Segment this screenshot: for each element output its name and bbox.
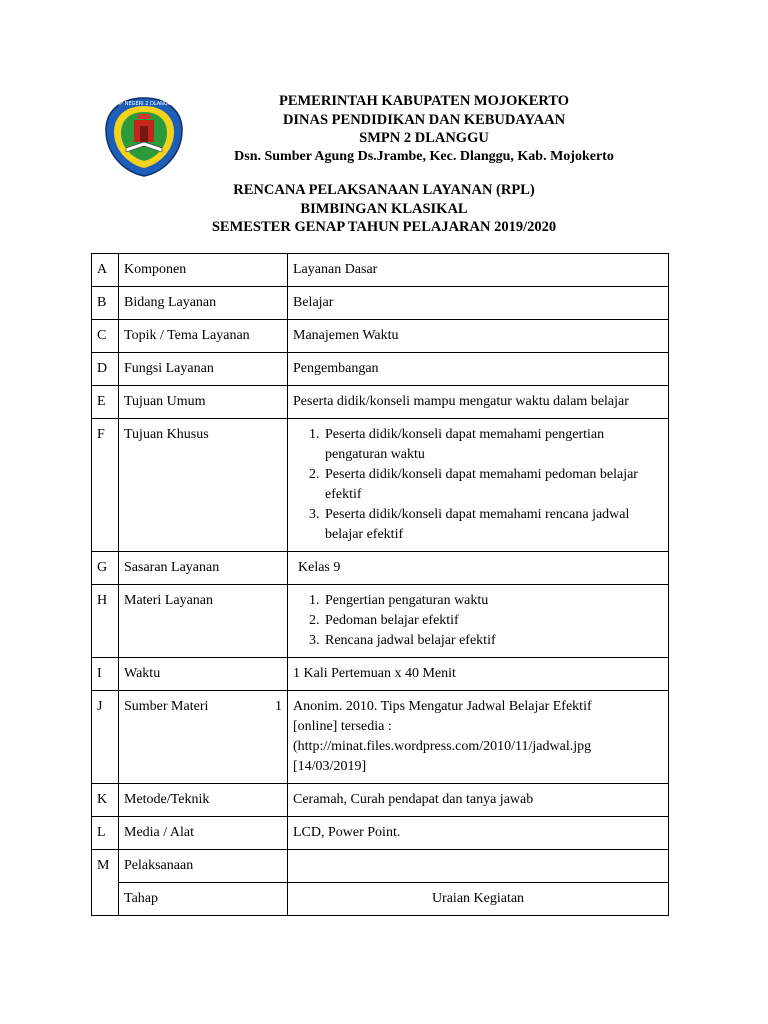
source-line: (http://minat.files.wordpress.com/2010/11/jadwal.jpg [293,739,592,754]
row-value [288,850,669,883]
row-code: I [92,658,119,691]
objectives-list [293,425,663,545]
title-line2: BIMBINGAN KLASIKAL [300,200,468,217]
row-value [288,691,669,784]
row-code: J [92,691,119,784]
row-value: LCD, Power Point. [288,817,669,850]
row-value [288,585,669,658]
table-row [92,419,669,552]
table-row [92,883,669,916]
row-label: Waktu [119,658,288,691]
row-code: A [92,254,119,287]
table-row [92,850,669,883]
table-row [92,817,669,850]
rpl-table [91,253,669,916]
list-item: 1. Pengertian pengaturan waktu [323,591,663,611]
materials-list [293,591,663,651]
list-item: 3. Peserta didik/konseli dapat memahami rencana jadwal belajar efektif [323,505,663,545]
table-row [92,784,669,817]
document-title [0,181,768,237]
row-value: Peserta didik/konseli mampu mengatur waktu dalam belajar [288,386,669,419]
table-row [92,254,669,287]
row-label: Topik / Tema Layanan [119,320,288,353]
row-code: E [92,386,119,419]
letterhead-line3: SMPN 2 DLANGGU [359,130,489,146]
row-label-suffix: 1 [275,699,282,714]
letterhead-address: Dsn. Sumber Agung Ds.Jrambe, Kec. Dlanggu, Kab. Mojokerto [234,148,614,164]
row-value: Ceramah, Curah pendapat dan tanya jawab [288,784,669,817]
row-code: L [92,817,119,850]
school-logo [104,96,184,178]
row-label: Media / Alat [119,817,288,850]
row-code: C [92,320,119,353]
table-row [92,386,669,419]
row-value: Belajar [288,287,669,320]
row-label: Fungsi Layanan [119,353,288,386]
table-row [92,552,669,585]
source-line: [online] tersedia : [293,719,392,734]
title-line1: RENCANA PELAKSANAAN LAYANAN (RPL) [233,182,535,198]
row-label: Metode/Teknik [119,784,288,817]
row-code: H [92,585,119,658]
school-emblem-icon [104,96,184,178]
row-label-cell [119,691,288,784]
source-line: Anonim. 2010. Tips Mengatur Jadwal Belajar Efektif [293,699,592,714]
row-code: F [92,419,119,552]
table-row [92,691,669,784]
letterhead-line2: DINAS PENDIDIKAN DAN KEBUDAYAAN [282,111,566,128]
row-label: Komponen [119,254,288,287]
logo-text: SMP NEGERI 2 DLANGGU [112,101,176,107]
row-label: Sasaran Layanan [119,552,288,585]
letterhead [190,92,658,166]
row-label: Tujuan Umum [119,386,288,419]
row-code: M [92,850,119,883]
row-value: Layanan Dasar [288,254,669,287]
row-label: Materi Layanan [119,585,288,658]
table-row [92,585,669,658]
list-item: 1. Peserta didik/konseli dapat memahami pengertian pengaturan waktu [323,425,663,465]
row-value: Manajemen Waktu [288,320,669,353]
letterhead-line1: PEMERINTAH KABUPATEN MOJOKERTO [278,93,570,109]
row-value [288,419,669,552]
table-row [92,287,669,320]
table-row [92,353,669,386]
row-code: D [92,353,119,386]
row-label: Pelaksanaan [119,850,288,883]
row-label: Bidang Layanan [119,287,288,320]
title-line3: SEMESTER GENAP TAHUN PELAJARAN 2019/2020 [211,219,557,235]
row-code-empty [92,883,119,916]
table-row [92,320,669,353]
stage-header: Tahap [119,883,288,916]
row-label: Tujuan Khusus [119,419,288,552]
list-item: 3. Rencana jadwal belajar efektif [323,631,663,651]
row-value: Kelas 9 [288,552,669,585]
row-value: 1 Kali Pertemuan x 40 Menit [288,658,669,691]
row-code: B [92,287,119,320]
row-code: G [92,552,119,585]
source-line: [14/03/2019] [293,759,367,774]
row-label: Sumber Materi [124,699,209,714]
table-row [92,658,669,691]
list-item: 2. Pedoman belajar efektif [323,611,663,631]
list-item: 2. Peserta didik/konseli dapat memahami pedoman belajar efektif [323,465,663,505]
activity-header: Uraian Kegiatan [288,883,669,916]
row-code: K [92,784,119,817]
row-value: Pengembangan [288,353,669,386]
